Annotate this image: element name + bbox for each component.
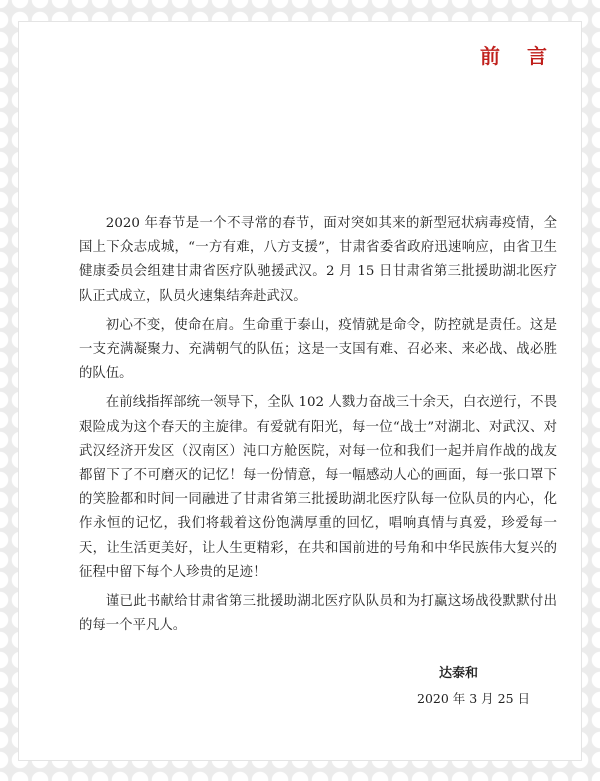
document-page [19,22,581,760]
page-title: 前 言 [480,44,557,68]
paragraph-4: 谨已此书献给甘肃省第三批援助湖北医疗队队员和为打赢这场战役默默付出的每一个平凡人。 [79,594,557,634]
author-signature: 达泰和 [439,666,479,681]
paragraph-2: 初心不变，使命在肩。生命重于泰山，疫情就是命令，防控就是责任。这是一支充满凝聚力、充满朝气的队伍；这是一支国有难、召必来、来必战、战必胜的队伍。 [79,317,557,382]
paragraph-3: 在前线指挥部统一领导下，全队 102 人戮力奋战三十余天，白衣逆行，不畏艰险成为这个春天的主旋律。有爱就有阳光，每一位“战士”对湖北、对武汉、对武汉经济开发区（汉南区）沌口方舱医院，对每一位和我们一起并肩作战的战友都留下了不可磨灭的记忆！每一份情意，每一幅感动人心的画面，每一张口罩下的笑脸都和时间一同融进了甘肃省第三批援助湖北医疗队每一位队员的内心，化作永恒的记忆，我们将载着这份饱满厚重的回忆，唱响真情与真爱，珍爱每一天，让生活更美好，让人生更精彩，在共和国前进的号角和中华民族伟大复兴的征程中留下每个人珍贵的足迹！ [79,395,557,580]
document-date: 2020 年 3 月 25 日 [417,691,531,706]
preface-body [79,212,557,643]
paragraph-1: 2020 年春节是一个不寻常的春节，面对突如其来的新型冠状病毒疫情，全国上下众志成城，“一方有难，八方支援”，甘肃省委省政府迅速响应，由省卫生健康委员会组建甘肃省医疗队驰援武汉。2 月 15 日甘肃省第三批援助湖北医疗队正式成立，队员火速集结奔赴武汉。 [79,216,557,304]
